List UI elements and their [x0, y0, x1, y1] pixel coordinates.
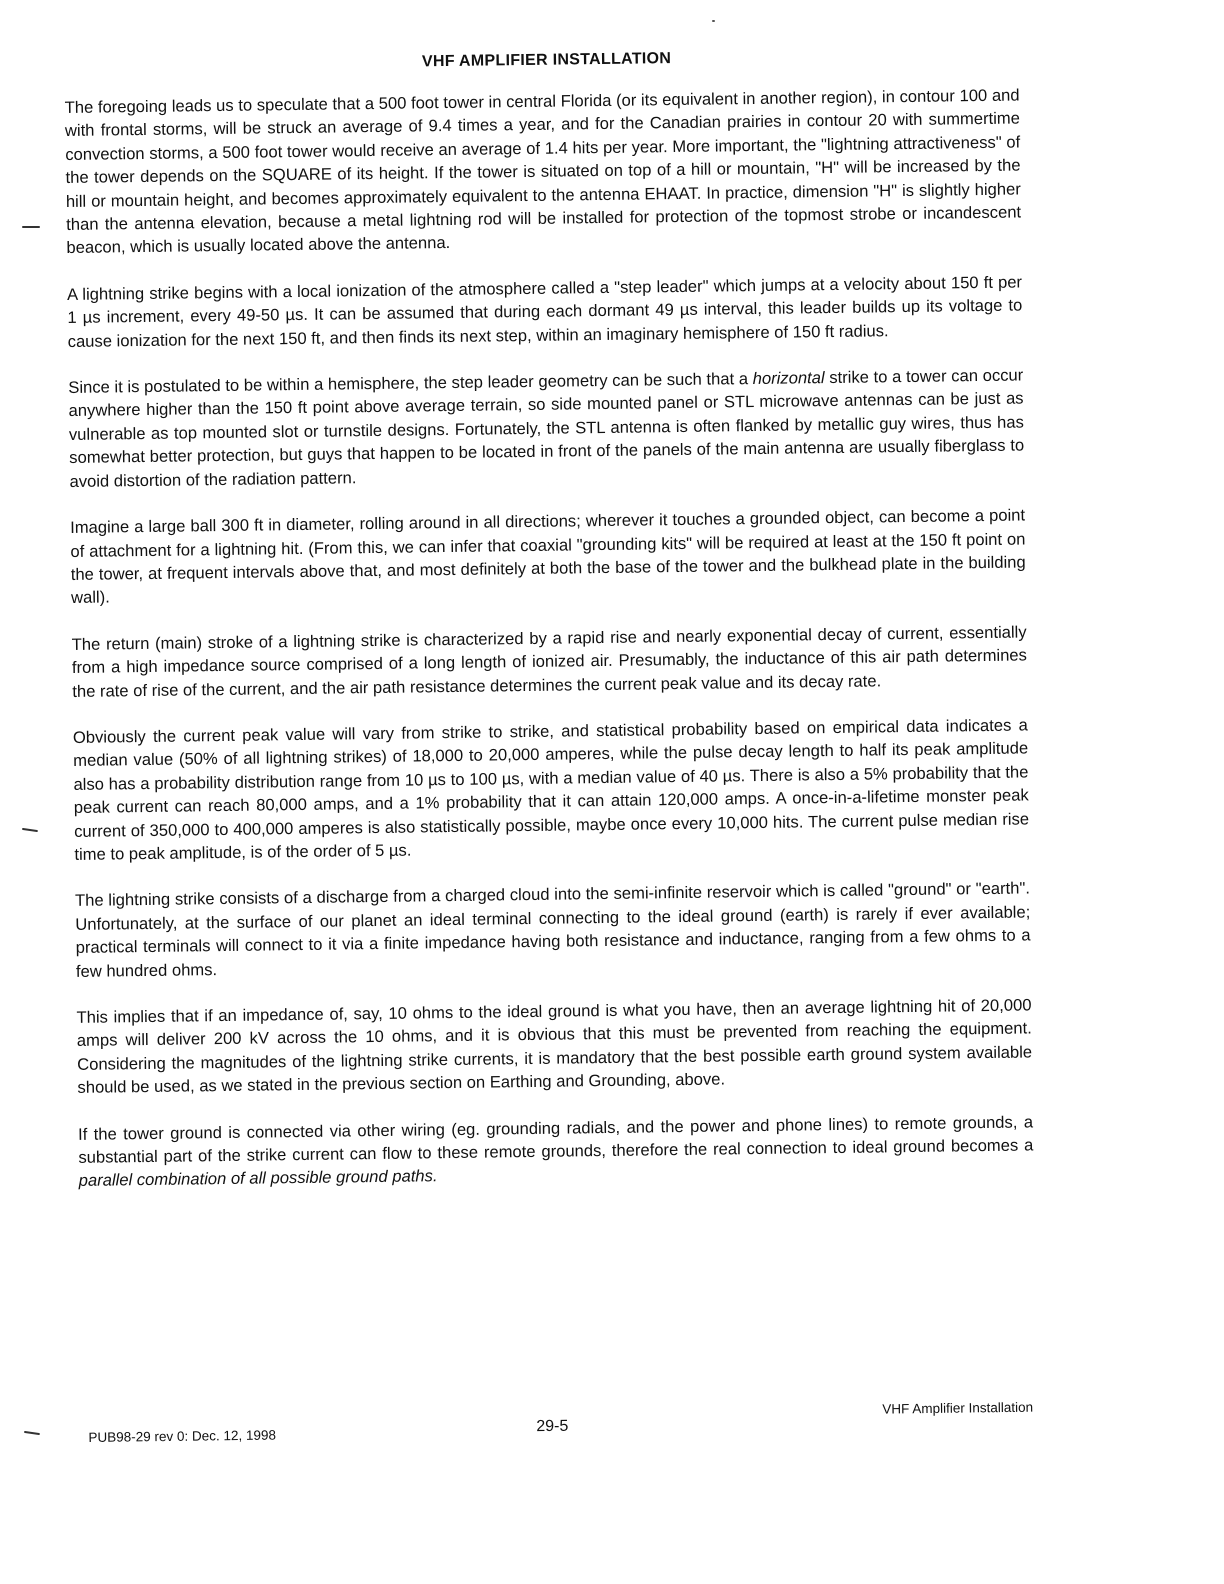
document-title: VHF AMPLIFIER INSTALLATION: [421, 50, 672, 71]
paragraph: The lightning strike consists of a discharge from a charged cloud into the semi-infinite reservoir which is called "ground" or "earth". Unfortunately, at the surface of our planet an ideal terminal connecting to the ideal ground (earth) is rarely if ever available; practical terminals will connect to it via a finite impedance having both resistance and inductance, ranging from a few ohms to a few hundred ohms.: [74, 878, 1031, 981]
paragraph-text: strike to a tower can occur anywhere higher than the 150 ft point above average terrain, so side mounted panel or STL microwave antennas can be just as vulnerable as top mounted slot or turnstile designs. Fortunately, the STL antenna is often flanked by metallic guy wires, thus has somewhat better protection, but guys that happen to be located in front of the panels of the main antenna are usually fiberglass to avoid distortion of the radiation pattern.: [68, 365, 1025, 491]
paragraph: [78, 1110, 1034, 1193]
paragraph: This implies that if an impedance of, say, 10 ohms to the ideal ground is what you have, then an average lightning hit of 20,000 amps will deliver 200 kV across the 10 ohms, and it is obvious that this must be prevented from reaching the equipment. Considering the magnitudes of the lightning strike currents, it is mandatory that the best possible earth ground system available should be used, as we stated in the previous section on Earthing and Grounding, above.: [76, 995, 1033, 1098]
section-name: VHF Amplifier Installation: [882, 1399, 1034, 1417]
paragraph-text: Since it is postulated to be within a hemisphere, the step leader geometry can be such that a: [68, 369, 753, 398]
scan-speck: [712, 20, 715, 22]
page-number: 29-5: [536, 1417, 569, 1436]
emphasized-text: parallel combination of all possible ground paths.: [78, 1166, 438, 1191]
document-id: PUB98-29 rev 0: Dec. 12, 1998: [88, 1427, 277, 1445]
page-footer: [88, 1396, 1033, 1448]
margin-dash-mark: [22, 828, 38, 832]
margin-dash-mark: [22, 226, 40, 228]
document-body: [64, 45, 1034, 1215]
emphasized-text: horizontal: [752, 368, 825, 389]
margin-dash-mark: [24, 1431, 40, 1435]
paragraph: The foregoing leads us to speculate that a 500 foot tower in central Florida (or its equivalent in another region), in contour 100 and with frontal storms, will be struck an average of 9.4 times a year, and for the Canadian prairies in contour 20 with summertime convection storms, a 500 foot tower would receive an average of 1.4 hits per year. More important, the "lightning attractiveness" of the tower depends on the SQUARE of its height. If the tower is situated on top of a hill or mountain, "H" will be increased by the hill or mountain height, and becomes approximately equivalent to the antenna EHAAT. In practice, dimension "H" is slightly higher than the antenna elevation, because a metal lightning rod will be installed for protection of the topmost strobe or incandescent beacon, which is usually located above the antenna.: [64, 85, 1022, 258]
paragraph: The return (main) stroke of a lightning strike is characterized by a rapid rise and nearly exponential decay of current, essentially from a high impedance source comprised of a long length of ionized air. Presumably, the inductance of this air path determines the rate of rise of the current, and the air path resistance determines the current peak value and its decay rate.: [71, 622, 1028, 701]
paragraph: Obviously the current peak value will vary from strike to strike, and statistical probability based on empirical data indicates a median value (50% of all lightning strikes) of 18,000 to 20,000 amperes, while the pulse decay length to half its peak amplitude also has a probability distribution range from 10 µs to 100 µs, with a median value of 40 µs. There is also a 5% probability that the peak current can reach 80,000 amps, and a 1% probability that it can attain 120,000 amps. A once-in-a-lifetime monster peak current of 350,000 to 400,000 amperes is also statistically possible, maybe once every 10,000 hits. The current pulse median rise time to peak amplitude, is of the order of 5 µs.: [72, 715, 1030, 864]
paragraph: A lightning strike begins with a local ionization of the atmosphere called a "step leader" which jumps at a velocity about 150 ft per 1 µs increment, every 49-50 µs. It can be assumed that during each dormant 49 µs interval, this leader builds up its voltage to cause ionization for the next 150 ft, and then finds its next step, within an imaginary hemisphere of 150 ft radius.: [66, 272, 1023, 351]
paragraph: Imagine a large ball 300 ft in diameter, rolling around in all directions; wherever it touches a grounded object, can become a point of attachment for a lightning hit. (From this, we can infer that coaxial "grounding kits" will be required at least at the 150 ft point on the tower, at frequent intervals above that, and most definitely at both the base of the tower and the bulkhead plate in the building wall).: [70, 505, 1026, 608]
paragraph: [68, 364, 1024, 494]
paragraph-text: If the tower ground is connected via other wiring (eg. grounding radials, and the power and phone lines) to remote grounds, a substantial part of the strike current can flow to these remote grounds, therefore the real connection to ideal ground becomes a: [77, 1112, 1034, 1167]
